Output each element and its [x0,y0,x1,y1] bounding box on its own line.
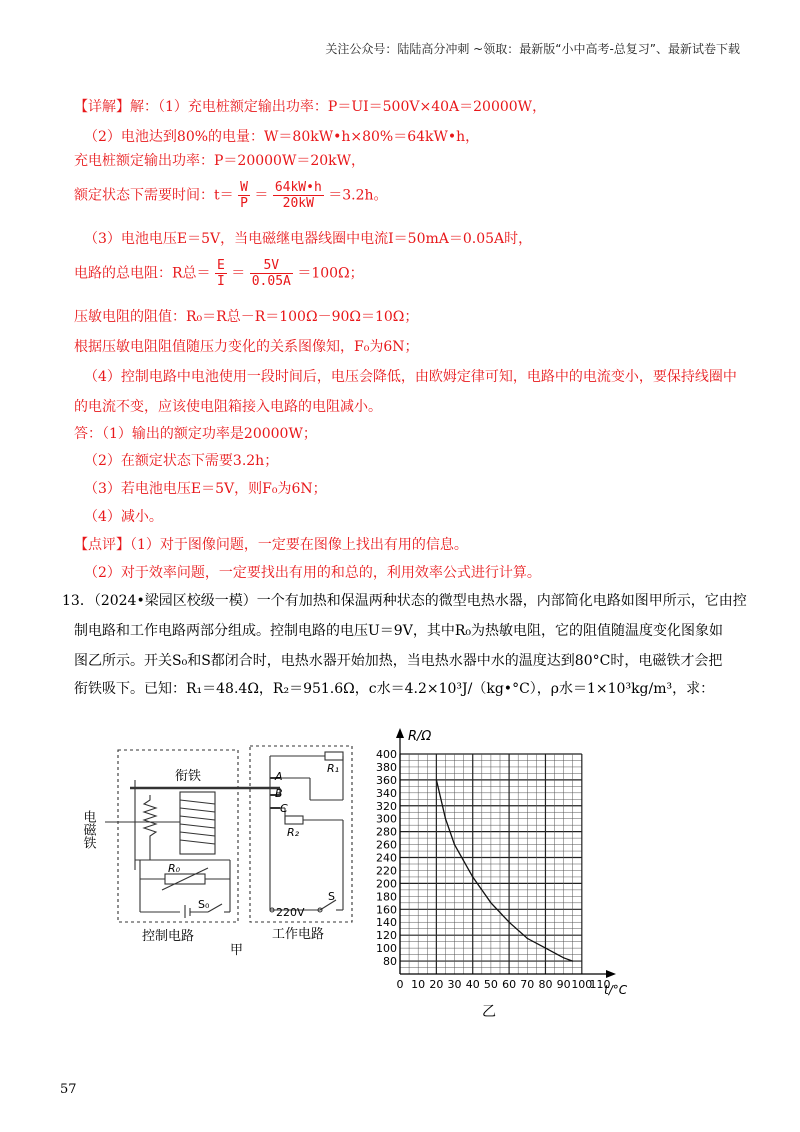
x-tick-label: 20 [429,978,444,991]
data-point [436,779,437,780]
data-point [527,938,528,939]
data-point [572,960,573,961]
equals-sign: ＝ [254,187,269,204]
time-result: ＝3.2h。 [328,187,388,204]
question-line-1: 13．（2024•梁园区校级一模）一个有加热和保温两种状态的微型电热水器，内部简化电路如图甲所示，它由控 [62,593,747,609]
x-tick-label: 40 [465,978,480,991]
answer-line-1: 答：（1）输出的额定功率是20000W； [74,426,317,442]
answer-line-4: （4）减小。 [84,509,163,525]
answer-line-3: （3）若电池电压E＝5V，则F₀为6N； [84,481,327,497]
x-tick-label: 50 [483,978,498,991]
fraction-denominator: 20kW [282,196,314,211]
label-c: C [280,802,288,815]
y-axis-arrow [396,728,404,738]
label-armature: 衔铁 [175,769,202,784]
question-line-4: 衔铁吸下。已知：R₁＝48.4Ω，R₂＝951.6Ω，c水＝4.2×10³J/（kg•°C），ρ水＝1×10³kg/m³，求： [74,681,715,697]
label-220v: 220V [276,906,305,919]
fraction-numerator: 64kW•h [274,180,322,195]
x-tick-label: 70 [520,978,535,991]
data-point [508,922,509,923]
electromagnet-coil [180,792,215,854]
x-tick-label: 0 [396,978,404,991]
y-tick-label: 360 [376,773,397,787]
solution-line-10: 的电流不变，应该使电阻箱接入电路的电阻减小。 [74,399,382,415]
x-tick-label: 100 [571,978,593,991]
solution-line-6 [74,258,364,289]
comment-line-2: （2）对于效率问题，一定要找出有用的和总的，利用效率公式进行计算。 [84,565,541,581]
data-point [454,844,455,845]
label-s: S [328,890,335,903]
y-tick-label: 400 [376,748,397,761]
resistance-result: ＝100Ω； [297,265,364,282]
label-b: B [275,787,283,800]
data-point [563,957,564,958]
y-tick-label: 340 [376,786,397,800]
resistance-formula-prefix: 电路的总电阻：R总＝ [74,265,211,282]
data-point [490,902,491,903]
label-control-circuit: 控制电路 [142,929,195,944]
x-tick-label: 110 [589,978,611,991]
answer-line-2: （2）在额定状态下需要3.2h； [84,453,279,469]
solution-line-3: 充电桩额定输出功率：P＝20000W＝20kW， [74,153,366,169]
fraction-denominator: 0.05A [251,274,291,289]
x-axis-arrow [606,970,616,978]
spring [144,795,156,860]
data-point [472,876,473,877]
figure-label-yi: 乙 [482,1004,496,1020]
label-s0: S₀ [198,898,210,911]
y-tick-label: 100 [376,942,397,956]
fraction-denominator: P [240,196,248,211]
y-tick-label: 140 [376,916,397,930]
x-tick-label: 90 [556,978,571,991]
fraction-numerator: 5V [250,258,293,274]
data-point [545,948,546,949]
solution-line-5: （3）电池电压E＝5V，当电磁继电器线圈中电流I＝50mA＝0.05A时， [84,231,533,247]
y-axis-label: R/Ω [408,729,432,744]
solution-line-4 [74,180,388,211]
label-work-circuit: 工作电路 [272,927,325,942]
chart-grid [400,754,582,974]
y-tick-label: 380 [376,760,397,774]
label-r2: R₂ [287,826,300,839]
fraction-denominator: I [217,274,225,289]
x-axis-label: t/°C [604,983,628,997]
y-tick-label: 280 [376,825,397,839]
label-a: A [275,770,283,783]
y-tick-label: 300 [376,812,397,826]
r1-resistor [325,752,343,760]
fraction-energy-over-power [273,180,324,211]
coil-windings [180,800,215,844]
fraction-numerator: W [240,180,248,195]
y-tick-label: 180 [376,890,397,904]
question-line-2: 制电路和工作电路两部分组成。控制电路的电压U＝9V，其中R₀为热敏电阻，它的阻值随温度变化图象如 [74,623,723,639]
x-tick-label: 80 [538,978,553,991]
x-tick-label: 30 [447,978,462,991]
page-header: 关注公众号：陆陆高分冲刺 ~领取：最新版“小中高考-总复习”、最新试卷下载 [325,42,740,56]
y-tick-label: 220 [376,864,397,878]
y-tick-label: 120 [376,929,397,943]
equals-sign: ＝ [231,265,246,282]
fraction-voltage-over-current [250,258,293,289]
chart-axes [396,728,616,978]
switch-s0 [208,904,222,912]
y-tick-label: 240 [376,851,397,865]
y-tick-label: 160 [376,903,397,917]
time-formula-prefix: 额定状态下需要时间：t＝ [74,187,234,204]
y-tick-label: 80 [383,955,397,969]
comment-line-1: 【点评】（1）对于图像问题，一定要在图像上找出有用的信息。 [74,537,468,553]
solution-line-9: （4）控制电路中电池使用一段时间后，电压会降低，由欧姆定律可知，电路中的电流变小，要保持线圈中 [84,369,737,385]
question-line-3: 图乙所示。开关S₀和S都闭合时，电热水器开始加热，当电热水器中水的温度达到80°C时，电磁铁才会把 [74,653,723,669]
label-electromagnet: 电磁铁 [80,810,96,849]
y-tick-label: 200 [376,877,397,891]
r2-resistor [285,816,303,824]
data-point [445,818,446,819]
fraction-e-over-i [215,258,227,289]
solution-line-1: 【详解】解：（1）充电桩额定输出功率：P＝UI＝500V×40A＝20000W， [74,99,547,115]
fraction-w-over-p [238,180,250,211]
resistance-temperature-chart [370,724,640,1024]
y-tick-label: 260 [376,838,397,852]
solution-line-7: 压敏电阻的阻值：R₀＝R总－R＝100Ω－90Ω＝10Ω； [74,309,419,325]
fraction-numerator: E [217,258,225,273]
x-tick-label: 10 [411,978,426,991]
figure-label-jia: 甲 [230,943,244,958]
y-tick-label: 320 [376,799,397,813]
solution-line-2: （2）电池达到80%的电量：W＝80kW•h×80%＝64kW•h， [84,129,480,145]
solution-line-8: 根据压敏电阻阻值随压力变化的关系图像知，F₀为6N； [74,339,419,355]
page-number: 57 [60,1082,77,1097]
label-r1: R₁ [327,762,340,775]
circuit-diagram [80,740,370,960]
x-tick-label: 60 [502,978,517,991]
label-r0: R₀ [168,862,181,875]
